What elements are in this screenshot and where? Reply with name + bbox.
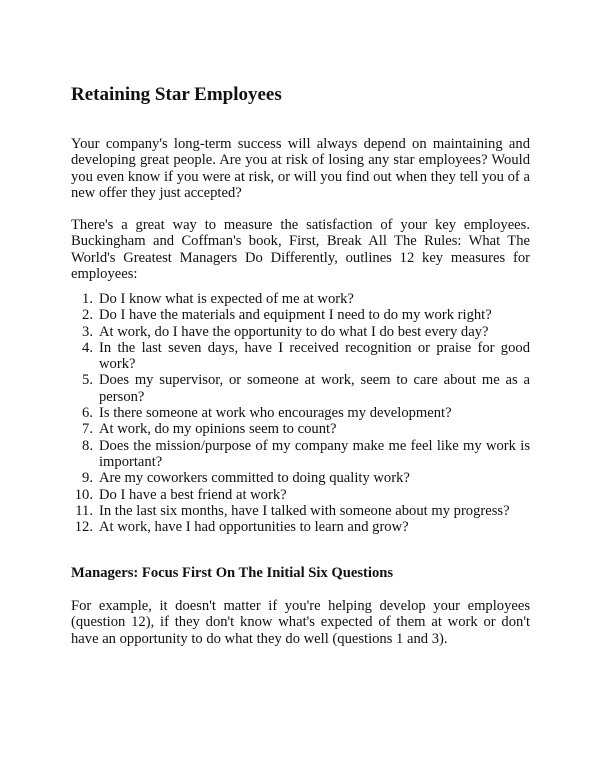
list-item (71, 438, 530, 471)
page-title: Retaining Star Employees (71, 84, 282, 105)
list-item (71, 340, 530, 373)
list-text: Are my coworkers committed to doing quality work? (99, 470, 410, 487)
list-text: Is there someone at work who encourages my development? (99, 405, 452, 422)
list-text: Does my supervisor, or someone at work, seem to care about me as a person? (99, 372, 530, 405)
list-number: 10. (74, 486, 93, 503)
list-number: 5. (82, 372, 93, 389)
list-item (71, 470, 530, 486)
list-text: In the last seven days, have I received recognition or praise for good work? (99, 339, 530, 373)
example-paragraph: For example, it doesn't matter if you're helping develop your employees (question 12), if they don't know what's expected of them at work or don't have an opportunity to do what they do well (questions 1 and 3). (71, 598, 530, 647)
list-number: 12. (74, 519, 93, 536)
list-text: At work, do my opinions seem to count? (99, 421, 337, 438)
measures-paragraph: There's a great way to measure the satisfaction of your key employees. Buckingham and Coffman's book, First, Break All The Rules: What The World's Greatest Managers Do Differently, outlines 12 key measures for employees: (71, 217, 530, 282)
list-item (71, 291, 530, 307)
list-item (71, 307, 530, 323)
list-text: Do I have the materials and equipment I need to do my work right? (99, 307, 492, 324)
list-text: At work, do I have the opportunity to do what I do best every day? (99, 323, 489, 340)
list-number: 8. (82, 437, 93, 454)
list-number: 1. (82, 291, 93, 307)
list-text: Do I know what is expected of me at work? (99, 291, 354, 307)
list-number: 6. (82, 405, 93, 422)
list-text: At work, have I had opportunities to learn and grow? (99, 519, 409, 536)
list-item (71, 372, 530, 405)
list-item (71, 324, 530, 340)
list-number: 9. (82, 470, 93, 487)
list-item (71, 503, 530, 519)
list-number: 11. (75, 502, 93, 519)
list-item (71, 519, 530, 535)
intro-paragraph: Your company's long-term success will always depend on maintaining and developing great people. Are you at risk of losing any star employees? Would you even know if you were at risk, or will you find out when they tell you of a new offer they just accepted? (71, 136, 530, 201)
list-item (71, 405, 530, 421)
list-text: Does the mission/purpose of my company make me feel like my work is important? (99, 437, 530, 470)
list-text: In the last six months, have I talked with someone about my progress? (99, 502, 510, 519)
list-item (71, 487, 530, 503)
list-number: 2. (82, 307, 93, 324)
questions-list (71, 291, 530, 535)
section-subheading: Managers: Focus First On The Initial Six Questions (71, 565, 394, 581)
list-number: 3. (82, 323, 93, 340)
list-number: 4. (82, 339, 93, 356)
list-number: 7. (82, 421, 93, 438)
list-text: Do I have a best friend at work? (99, 486, 287, 503)
list-item (71, 421, 530, 437)
